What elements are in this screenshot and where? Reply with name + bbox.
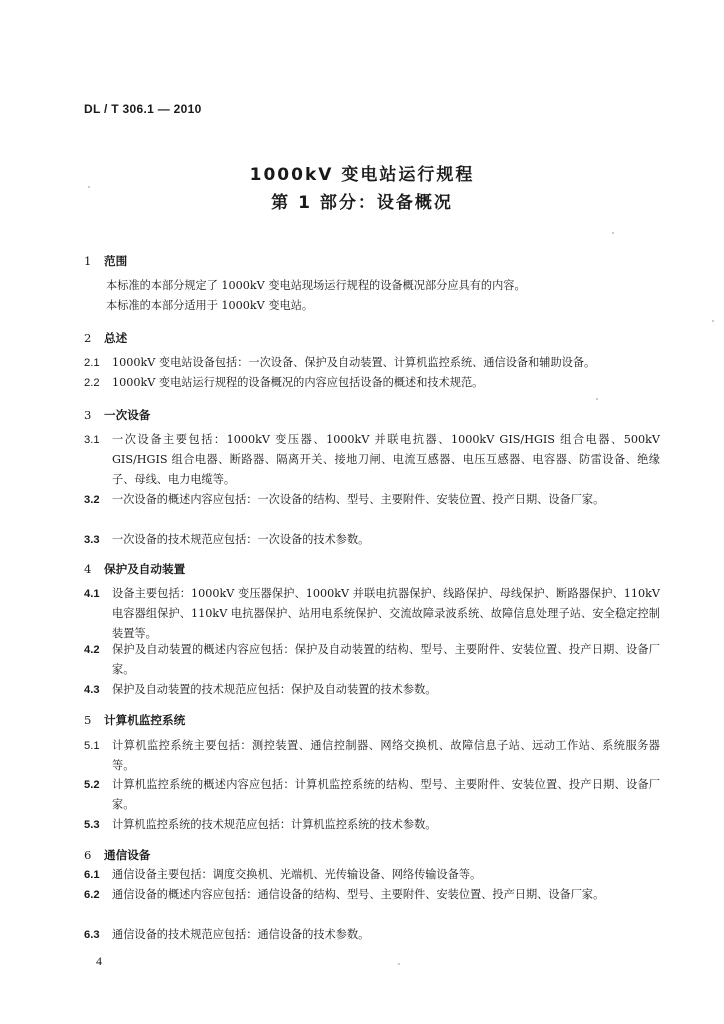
clause-5-3: 5.3 计算机监控系统的技术规范应包括：计算机监控系统的技术参数。 [84,818,437,831]
scan-speck [88,186,90,188]
clause-2-1: 2.1 1000kV 变电站设备包括：一次设备、保护及自动装置、计算机监控系统、通信设备和辅助设备。 [84,356,596,369]
clause-3-2: 3.2 一次设备的概述内容应包括：一次设备的结构、型号、主要附件、安装位置、投产日期、设备厂家。 [84,493,605,506]
clause-2-2: 2.2 1000kV 变电站运行规程的设备概况的内容应包括设备的概述和技术规范。 [84,376,484,389]
page-number: 4 [96,954,102,968]
clause-6-3: 6.3 通信设备的技术规范应包括：通信设备的技术参数。 [84,928,370,941]
clause-3-3: 3.3 一次设备的技术规范应包括：一次设备的技术参数。 [84,533,370,546]
section-1-paragraph: 本标准的本部分适用于 1000kV 变电站。 [106,299,314,312]
section-1-paragraph: 本标准的本部分规定了 1000kV 变电站现场运行规程的设备概况部分应具有的内容。 [106,279,526,292]
standard-code: DL / T 306.1 — 2010 [84,102,202,116]
section-heading-6: 6 通信设备 [84,848,151,862]
document-subtitle: 第 1 部分：设备概况 [271,193,453,213]
section-heading-2: 2 总述 [84,331,128,345]
section-heading-1: 1 范围 [84,254,128,268]
clause-4-3: 4.3 保护及自动装置的技术规范应包括：保护及自动装置的技术参数。 [84,683,437,696]
document-title: 1000kV 变电站运行规程 [249,165,475,185]
scan-speck [712,320,714,322]
clause-5-1: 5.1 计算机监控系统主要包括：测控装置、通信控制器、网络交换机、故障信息子站、远动工作站、系统服务器等。 [84,739,660,772]
scan-speck [398,963,400,965]
clause-3-1: 3.1 一次设备主要包括：1000kV 变压器、1000kV 并联电抗器、1000kV GIS/HGIS 组合电器、500kV GIS/HGIS 组合电器、断路器、隔离开关、接地刀闸、电流互感器、电压互感器、电容器、防雷设备、绝缘子、母线、电力电缆等。 [84,433,660,486]
clause-4-2: 4.2 保护及自动装置的概述内容应包括：保护及自动装置的结构、型号、主要附件、安装位置、投产日期、设备厂家。 [84,643,660,676]
section-heading-3: 3 一次设备 [84,408,151,422]
section-heading-5: 5 计算机监控系统 [84,713,186,727]
clause-6-2: 6.2 通信设备的概述内容应包括：通信设备的结构、型号、主要附件、安装位置、投产日期、设备厂家。 [84,888,605,901]
scan-speck [596,398,598,400]
section-heading-4: 4 保护及自动装置 [84,562,186,576]
clause-6-1: 6.1 通信设备主要包括：调度交换机、光端机、光传输设备、网络传输设备等。 [84,868,482,881]
clause-5-2: 5.2 计算机监控系统的概述内容应包括：计算机监控系统的结构、型号、主要附件、安装位置、投产日期、设备厂家。 [84,778,660,811]
clause-4-1: 4.1 设备主要包括：1000kV 变压器保护、1000kV 并联电抗器保护、线路保护、母线保护、断路器保护、110kV 电容器组保护、110kV 电抗器保护、站用电系统保护、交流故障录波系统、故障信息处理子站、安全稳定控制装置等。 [84,587,660,640]
scan-speck [612,232,614,234]
